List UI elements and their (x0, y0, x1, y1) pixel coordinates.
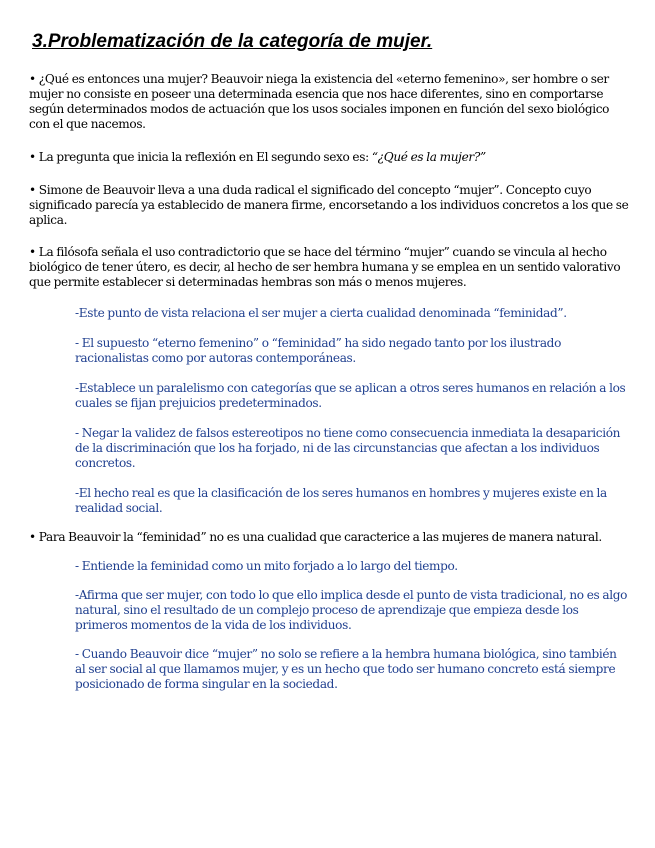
bullet-paragraph-4: • La filósofa señala el uso contradictorio que se hace del término “mujer” cuando se vincula al hecho biológico de tener útero, es decir, al hecho de ser hembra humana y se emplea en un sentido valorativo que permite establecer si determinadas hembras son más o menos mujeres. (29, 245, 621, 289)
sub-point-1: -Este punto de vista relaciona el ser mujer a cierta cualidad denominada “feminidad”. (75, 306, 567, 320)
sub-point-6: - Entiende la feminidad como un mito forjado a lo largo del tiempo. (75, 559, 458, 573)
sub-point-8: - Cuando Beauvoir dice “mujer” no solo se refiere a la hembra humana biológica, sino también al ser social al que llamamos mujer, y es un hecho que todo ser humano concreto está siempre posicionado de forma singular en la sociedad. (75, 647, 617, 691)
bullet-paragraph-2 (29, 150, 629, 165)
bullet-paragraph-3: • Simone de Beauvoir lleva a una duda radical el significado del concepto “mujer”. Concepto cuyo significado parecía ya establecido de manera firme, encorsetando a los individuos concretos a los que se aplica. (29, 183, 629, 227)
document-body (29, 72, 629, 692)
sub-point-2: - El supuesto “eterno femenino” o “feminidad” ha sido negado tanto por los ilustrado racionalistas como por autoras contemporáneas. (75, 336, 562, 365)
sub-point-3: -Establece un paralelismo con categorías que se aplican a otros seres humanos en relación a los cuales se fijan prejuicios predeterminados. (75, 381, 626, 410)
bullet-paragraph-1: • ¿Qué es entonces una mujer? Beauvoir niega la existencia del «eterno femenino», ser hombre o ser mujer no consiste en poseer una determinada esencia que nos hace diferentes, sino en comportarse según determinados modos de actuación que los usos sociales imponen en función del sexo biológico con el que nacemos. (29, 72, 610, 131)
paragraph-text: • La pregunta que inicia la reflexión en El segundo sexo es: (29, 150, 372, 164)
section-title: 3.Problematización de la categoría de mujer. (32, 31, 433, 52)
sub-point-4: - Negar la validez de falsos estereotipos no tiene como consecuencia inmediata la desaparición de la discriminación que los ha forjado, ni de las circunstancias que afectan a los individuos concretos. (75, 426, 621, 470)
sub-point-7: -Afirma que ser mujer, con todo lo que ello implica desde el punto de vista tradicional, no es algo natural, sino el resultado de un complejo proceso de aprendizaje que empieza desde los primeros momentos de la vida de los individuos. (75, 588, 628, 632)
sub-point-5: -El hecho real es que la clasificación de los seres humanos en hombres y mujeres existe en la realidad social. (75, 486, 607, 515)
book-question-quote: “¿Qué es la mujer?” (371, 150, 486, 164)
bullet-paragraph-5: • Para Beauvoir la “feminidad” no es una cualidad que caracterice a las mujeres de manera natural. (29, 530, 602, 544)
